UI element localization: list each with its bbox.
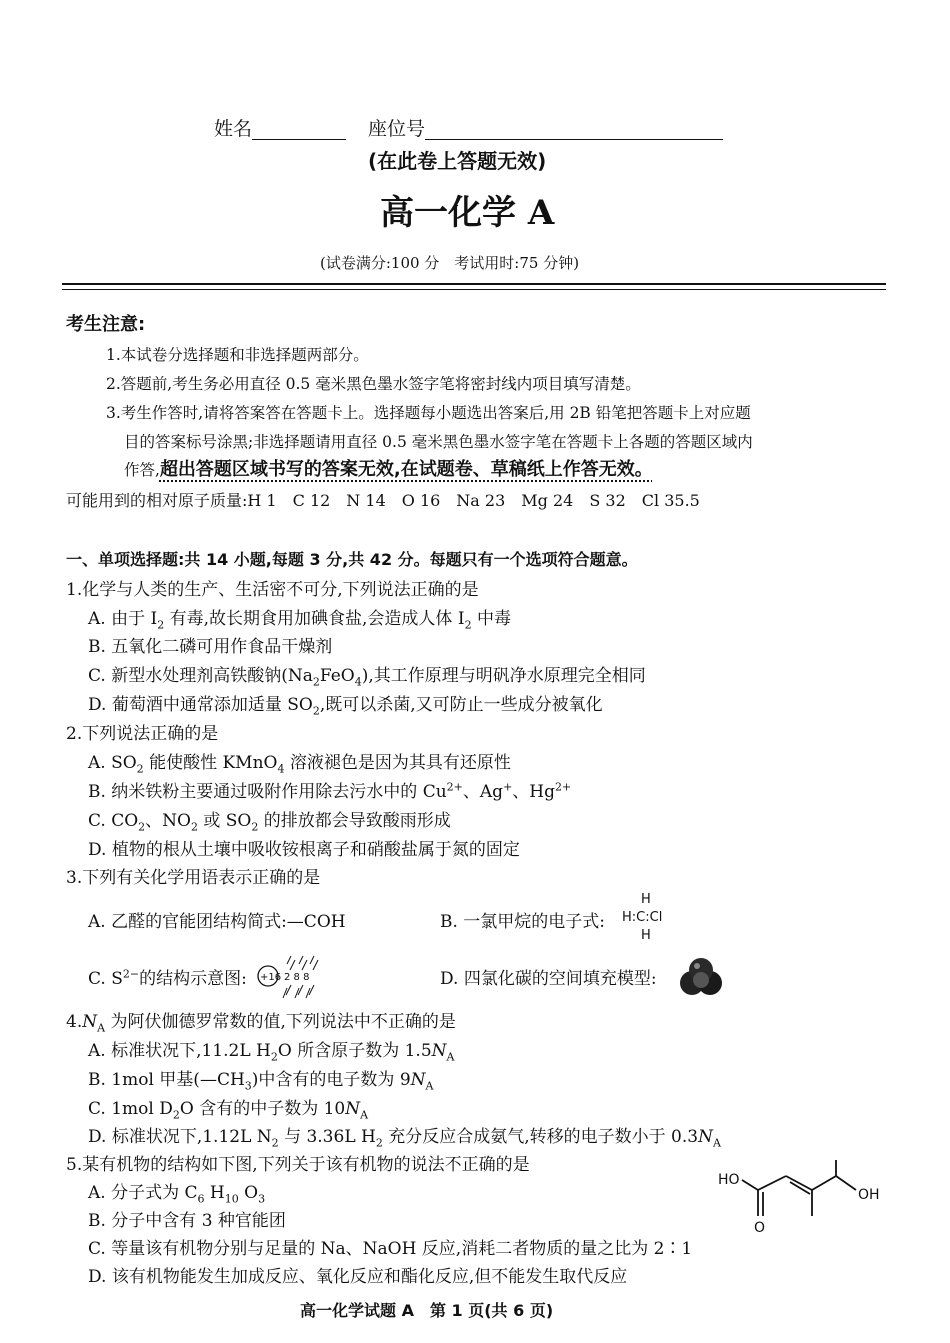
carbonyl-o-label: O [754, 1220, 766, 1236]
q2-option-c: C. $CO_2$、$NO_2$ 或 $SO_2$ 的排放都会导致酸雨形成 [88, 811, 451, 834]
nucleus-charge: +16 [260, 972, 282, 983]
header-rule-thick [62, 283, 886, 285]
q5-option-d: D. 该有机物能发生加成反应、氧化反应和酯化反应,但不能发生取代反应 [88, 1267, 628, 1287]
q3-option-a: A. 乙醛的官能团结构简式:—COH [88, 912, 346, 932]
q2-option-b: B. 纳米铁粉主要通过吸附作用除去污水中的 $Cu^{2+}$、Ag+、$Hg^{2+}$ [88, 780, 572, 802]
atomic-masses: 可能用到的相对原子质量:H 1 C 12 N 14 O 16 Na 23 Mg 24 S 32 Cl 35.5 [66, 491, 700, 510]
q1-option-c: C. 新型水处理剂高铁酸钠$(Na_2FeO_4)$,其工作原理与明矾净水原理完全相同 [88, 666, 646, 689]
notice-emphasis: 超出答题区域书写的答案无效,在试题卷、草稿纸上作答无效。 [159, 459, 653, 480]
q2-option-d: D. 植物的根从土壤中吸收铵根离子和硝酸盐属于氮的固定 [88, 840, 520, 860]
q1-option-a: A. 由于 $I_2$ 有毒,故长期食用加碘食盐,会造成人体 $I_2$ 中毒 [88, 609, 511, 632]
invalid-note: (在此卷上答题无效) [368, 149, 547, 173]
exam-info: (试卷满分:100 分 考试用时:75 分钟) [320, 254, 580, 272]
q2-option-a: A. $SO_2$ 能使酸性 KMnO$_4$ 溶液褪色是因为其具有还原性 [88, 753, 511, 776]
notice-item-3-line-2: 目的答案标号涂黑;非选择题请用直径 0.5 毫米黑色墨水签字笔在答题卡上各题的答题区域内 [124, 433, 753, 451]
ccl4-space-filling-model [678, 956, 724, 998]
q5-option-c: C. 等量该有机物分别与足量的 Na、NaOH 反应,消耗二者物质的量之比为 2∶1 [88, 1239, 693, 1259]
notice-item-3-line-3 [124, 459, 653, 481]
notice-prefix: 作答, [124, 461, 160, 479]
q5-option-b: B. 分子中含有 3 种官能团 [88, 1211, 286, 1231]
oh-label: OH [858, 1187, 880, 1203]
electron-shells: 2 8 8 [284, 972, 310, 983]
shell-arcs-bottom [283, 985, 314, 998]
notice-item-2: 2.答题前,考生务必用直径 0.5 毫米黑色墨水签字笔将密封线内项目填写清楚。 [106, 375, 641, 393]
q3-option-d: D. 四氯化碳的空间填充模型: [440, 969, 657, 989]
notice-heading: 考生注意: [66, 314, 146, 335]
q1-option-d: D. 葡萄酒中通常添加适量 $SO_2$,既可以杀菌,又可防止一些成分被氧化 [88, 695, 603, 718]
chloromethane-lewis-structure [622, 893, 672, 943]
seat-blank [425, 121, 723, 140]
organic-molecule-structure [712, 1158, 892, 1238]
name-blank [252, 121, 346, 140]
notice-item-3-line-1: 3.考生作答时,请将答案答在答题卡上。选择题每小题选出答案后,用 2B 铅笔把答题卡上对应题 [106, 404, 751, 422]
page-footer: 高一化学试题 A 第 1 页(共 6 页) [300, 1301, 554, 1320]
q4-option-d: D. 标准状况下,1.12L $N_2$ 与 3.36L $H_2$ 充分反应合成氨气,转移的电子数小于 $0.3N_A$ [88, 1127, 721, 1150]
name-label: 姓名 [214, 118, 253, 140]
q2-stem: 2.下列说法正确的是 [66, 724, 219, 744]
section-1-heading: 一、单项选择题:共 14 小题,每题 3 分,共 42 分。每题只有一个选项符合题意。 [66, 550, 638, 569]
q5-stem: 5.某有机物的结构如下图,下列关于该有机物的说法不正确的是 [66, 1155, 530, 1175]
q4-option-a: A. 标准状况下,11.2L $H_2O$ 所含原子数为 $1.5N_A$ [88, 1041, 455, 1064]
sulfide-ion-structure-diagram [257, 952, 337, 1002]
ho-label: HO [718, 1172, 740, 1188]
q1-option-b: B. 五氧化二磷可用作食品干燥剂 [88, 637, 333, 657]
q3-option-c: C. $S^{2-}$的结构示意图: [88, 967, 247, 989]
header-rule-thin [62, 289, 886, 290]
lewis-middle-row: H:C:Cl [622, 910, 663, 925]
shell-arcs-top [287, 956, 318, 970]
q1-stem: 1.化学与人类的生产、生活密不可分,下列说法正确的是 [66, 580, 479, 600]
name-field-row [214, 118, 723, 140]
notice-item-1: 1.本试卷分选择题和非选择题两部分。 [106, 346, 369, 364]
q4-stem: $4.N_A$ 为阿伏伽德罗常数的值,下列说法中不正确的是 [66, 1012, 456, 1035]
q4-option-c: C. 1mol $D_2O$ 含有的中子数为 $10N_A$ [88, 1099, 369, 1122]
q3-stem: 3.下列有关化学用语表示正确的是 [66, 868, 321, 888]
lewis-bottom-h: H [641, 928, 651, 943]
skeleton-bonds [742, 1160, 856, 1216]
lewis-top-h: H [641, 892, 651, 907]
page-title: 高一化学 A [380, 193, 555, 233]
q3-option-b: B. 一氯甲烷的电子式: [440, 912, 606, 932]
seat-label: 座位号 [368, 118, 426, 140]
q5-option-a: A. 分子式为 $C_6$ $H_{10}$ $O_3$ [88, 1183, 266, 1206]
q4-option-b: B. 1mol 甲基$(—CH_3)$中含有的电子数为 $9N_A$ [88, 1070, 434, 1093]
